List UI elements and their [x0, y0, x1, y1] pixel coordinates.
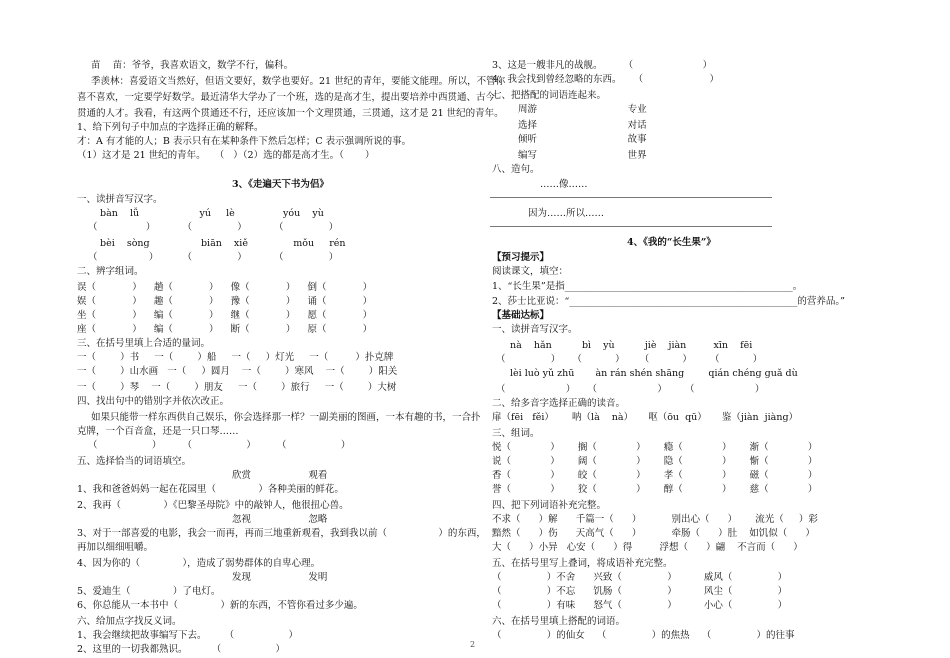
text-line: 忽视 忽略	[232, 514, 328, 525]
text-line: 倾听 故事	[518, 134, 647, 145]
text-line: （ ） （ ） （ ）	[88, 222, 339, 233]
text-line: 一（ ）琴 一（ ）朋友 一（ ）旅行 一（ ）大树	[77, 382, 397, 393]
text-line: 苗 苗：爷爷，我喜欢语文，数学不行，偏科。	[91, 60, 294, 71]
text-line: 香（ ） 皎（ ） 孝（ ） 磁（ ）	[492, 470, 818, 481]
text-line: 4、因为你的（ ），造成了弱势群体的自卑心理。	[77, 558, 321, 569]
text-line: 悦（ ） 搁（ ） 瘾（ ） 渐（ ）	[492, 442, 818, 453]
text-line: 4、《我的“长生果”》	[627, 237, 716, 248]
text-line: 1、给下列句子中加点的字选择正确的解释。	[77, 122, 264, 133]
text-line: 二、辨字组词。	[77, 266, 144, 277]
text-line: 五、在括号里写上叠词，将成语补充完整。	[492, 558, 673, 569]
text-line: 大（ ）小异 心安（ ）得 浮想（ ）翩 不言而（ ）	[492, 542, 803, 553]
text-line: 3、《走遍天下书为侣》	[232, 179, 329, 190]
text-line: 三、在括号里填上合适的量词。	[77, 338, 211, 349]
text-line: ……像……	[540, 179, 588, 190]
text-line: 才：A 有才能的人；B 表示只有在某种条件下然后怎样；C 表示强调所说的事。	[77, 136, 412, 147]
text-line: 发现 发明	[232, 572, 328, 583]
text-line: 五、选择恰当的词语填空。	[77, 456, 192, 467]
text-line: 1、“长生果”是指________________________________________________。	[492, 281, 803, 292]
text-line: 【基础达标】	[492, 310, 550, 321]
text-line: 说（ ） 阔（ ） 隐（ ） 惭（ ）	[492, 456, 818, 467]
text-line: 【预习提示】	[492, 252, 550, 263]
text-line: 三、组词。	[492, 428, 540, 439]
text-line: 八、造句。	[492, 164, 540, 175]
text-line: 克牌，一个百音盒，还是一只口琴……	[77, 426, 239, 437]
text-line: 5、爱迪生（ ）了电灯。	[77, 586, 221, 597]
text-line: （ ） （ ） （ ）	[88, 440, 351, 451]
text-line: 娱（ ） 趣（ ） 豫（ ） 诵（ ）	[77, 296, 373, 307]
text-line: 一（ ）山水画 一（ ）圆月 一（ ）寒风 一（ ）阳关	[77, 366, 398, 377]
text-line: 周游 专业	[518, 104, 647, 115]
text-line: 3、对于一部喜爱的电影，我会一而再，再而三地重新观看，我到我以前（ ）的东西，	[77, 528, 486, 539]
text-line: （1）这才是 21 世纪的青年。 （ ）（2）选的都是高才生。（ ）	[77, 150, 375, 161]
text-line: 扉（fēi fěi） 呐（là nà） 呕（ōu qū） 鉴（jiàn jiàng）	[492, 412, 799, 423]
text-line: 六、在括号里填上搭配的词语。	[492, 616, 626, 627]
text-line: （ ） （ ） （ ）	[496, 384, 765, 395]
text-line: 误（ ） 趟（ ） 像（ ） 倒（ ）	[77, 282, 373, 293]
text-line: 6、你总能从一本书中（ ）新的东西，不管你看过多少遍。	[77, 600, 363, 611]
text-line: 1、我和爸爸妈妈一起在花园里（ ）各种美丽的鲜花。	[77, 484, 344, 495]
text-line: 选择 对话	[518, 120, 647, 131]
text-line: 因为……所以……	[528, 208, 605, 219]
text-line: nà hǎn bì yù jiè jiàn xīn fēi	[510, 340, 753, 351]
text-line: 六、给加点字找反义词。	[77, 616, 182, 627]
text-line: 2、这里的一切我都熟识。 （ ）	[77, 644, 286, 655]
text-line: （ ）的仙女 （ ）的焦热 （ ）的往事	[492, 630, 795, 641]
text-line: 座（ ） 编（ ） 断（ ） 原（ ）	[77, 324, 373, 335]
text-line: 阅读课文，填空：	[492, 266, 569, 277]
text-line: 四、找出句中的错别字并依次改正。	[77, 396, 230, 407]
text-line: 二、给多音字选择正确的读音。	[492, 398, 626, 409]
text-line: （ ）不忘 饥肠（ ） 风尘（ ）	[492, 586, 788, 597]
text-line: （ ）不舍 兴致（ ） 威风（ ）	[492, 572, 788, 583]
text-line: 黯然（ ）伤 天高气（ ） 牵肠（ ）肚 如饥似（ ）	[492, 528, 815, 539]
text-line: 2、我再（ ）《巴黎圣母院》中的敲钟人，他很扭心兽。	[77, 500, 349, 511]
text-line: （ ） （ ） （ ） （ ）	[496, 354, 763, 365]
page-number: 2	[470, 640, 476, 649]
text-line: （ ） （ ） （ ）	[88, 252, 339, 263]
text-line: 季羡林：喜爱语文当然好，但语文要好，数学也要好。21 世纪的青年，要能文能理。所以，不管你	[91, 76, 506, 87]
text-line: 1、我会继续把故事编写下去。 （ ）	[77, 630, 299, 641]
text-line: 2、莎士比亚说：“________________________________________________的营养品。”	[492, 296, 846, 307]
text-line: 一、读拼音写汉字。	[492, 324, 578, 335]
text-line: 七、把搭配的词语连起来。	[492, 90, 607, 101]
text-line: lèi luò yǔ zhū àn rán shén shāng qián chéng guǎ dù	[510, 368, 798, 379]
text-line: 喜不喜欢，一定要学好数学。最近清华大学办了一个班，选的是高才生，提出要培养中西贯通、古今	[77, 92, 496, 103]
text-line: bàn lǚ yú lè yóu yù	[100, 208, 324, 219]
text-line: 4、我会找到曾经忽略的东西。 （ ）	[492, 74, 720, 85]
text-line: 贯通的人才。我看，有这两个贯通还不行，还应该加一个文理贯通，三贯通，这才是 21 世纪的青年。	[77, 108, 504, 119]
answer-line	[490, 226, 772, 227]
text-line: 四、把下列词语补充完整。	[492, 500, 607, 511]
text-line: 不求（ ）解 千篇一（ ） 别出心（ ） 流光（ ）彩	[492, 514, 818, 525]
text-line: 欣赏 观看	[232, 470, 328, 481]
text-line: 编写 世界	[518, 150, 647, 161]
answer-line	[490, 197, 772, 198]
text-line: 再加以细细咀嚼。	[77, 542, 154, 553]
text-line: 坐（ ） 编（ ） 继（ ） 愿（ ）	[77, 310, 373, 321]
text-line: （ ）有味 怒气（ ） 小心（ ）	[492, 600, 788, 611]
text-line: 如果只能带一样东西供自己娱乐，你会选择那一样？一副美丽的图画，一本有趣的书，一合扑	[91, 412, 481, 423]
text-line: bèi sòng biān xiě mǒu rén	[100, 238, 346, 249]
text-line: 一、读拼音写汉字。	[77, 194, 163, 205]
text-line: 一（ ）书 一（ ）船 一（ ）灯光 一（ ）扑克牌	[77, 352, 394, 363]
text-line: 3、这是一艘非凡的战舰。 （ ）	[492, 60, 713, 71]
text-line: 誉（ ） 狡（ ） 醇（ ） 慈（ ）	[492, 484, 818, 495]
